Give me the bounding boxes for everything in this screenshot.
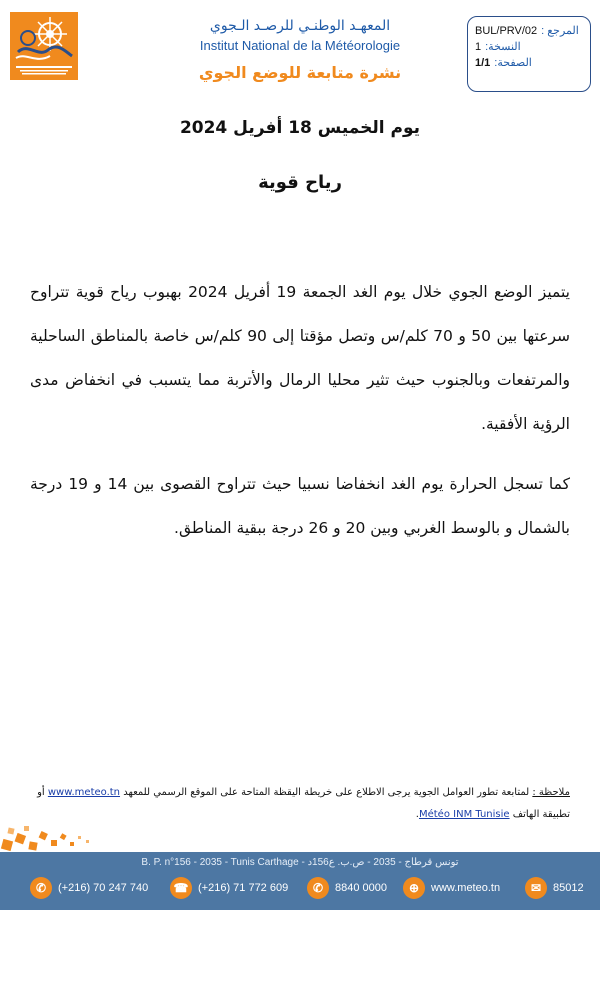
globe-icon: ⊕ (403, 877, 425, 899)
phone2-text: (+216) 71 772 609 (198, 882, 289, 894)
bulletin-subject: رياح قوية (258, 172, 342, 193)
version-line (475, 39, 583, 55)
contact-phone1 (30, 874, 148, 902)
sms-icon: ✉ (525, 877, 547, 899)
contact-hotline (307, 874, 387, 902)
note-label: ملاحظة : (532, 787, 570, 798)
body-paragraph: كما تسجل الحرارة يوم الغد انخفاضا نسبيا حيث تتراوح القصوى بين 14 و 19 درجة بالشمال و بالوسط الغربي وبين 20 و 26 درجة ببقية المناطق. (30, 475, 570, 537)
version-value: 1 (475, 41, 482, 53)
inm-logo (10, 12, 78, 80)
phone-icon: ✆ (30, 877, 52, 899)
footer-website-text[interactable]: www.meteo.tn (431, 882, 501, 894)
page-value: 1/1 (475, 57, 491, 69)
body-paragraph: يتميز الوضع الجوي خلال يوم الغد الجمعة 19 أفريل 2024 بهبوب رياح قوية تتراوح سرعتها بين 50 و 70 كلم/س وتصل مؤقتا إلى 90 كلم/س خاصة بالمناطق الساحلية والمرتفعات وبالجنوب حيث تثير محليا الرمال والأتربة مما يتسبب في انخفاض مدى الرؤية الأفقية. (30, 283, 571, 433)
decorative-dots-icon (0, 826, 100, 854)
reference-line (475, 23, 583, 39)
website-link[interactable]: www.meteo.tn (47, 787, 121, 798)
hotline-icon: ✆ (307, 877, 329, 899)
page-label: الصفحة: (494, 57, 532, 69)
bulletin-date: يوم الخميس 18 أفريل 2024 (179, 118, 421, 138)
phone3-text: 8840 0000 (335, 882, 387, 894)
phone1-text: (+216) 70 247 740 (58, 882, 149, 894)
logo-emblem-icon (10, 12, 78, 80)
reference-box (467, 16, 591, 92)
reference-label: المرجع : (541, 25, 579, 37)
note-or-text: أو تطبيقة الهاتف (37, 787, 570, 820)
footer-contact-bar (0, 852, 600, 910)
contact-website (403, 874, 500, 902)
contact-fax (170, 874, 288, 902)
sms-text: 85012 (553, 882, 584, 894)
note-text: لمتابعة تطور العوامل الجوية يرجى الاطلاع على خريطة اليقظة المتاحة على الموقع الرسمي للمعهد (123, 787, 530, 798)
footer-address: B. P. n°156 - 2035 - Tunis Carthage - تونس قرطاج - 2035 - ص.ب. ع156د (141, 857, 459, 868)
institute-name-arabic: المعهـد الوطنـي للرصـد الـجوي (209, 18, 391, 34)
reference-value: BUL/PRV/02 (475, 25, 538, 37)
contact-sms (525, 874, 584, 902)
institute-name-french: Institut National de la Météorologie (199, 38, 401, 53)
version-label: النسخة: (485, 41, 521, 53)
footnote (30, 782, 570, 826)
app-link[interactable]: Météo INM Tunisie (418, 809, 510, 820)
page-line (475, 55, 583, 71)
fax-icon: ☎ (170, 877, 192, 899)
bulletin-title: نشرة متابعة للوضع الجوي (198, 63, 402, 82)
note-end: . (415, 809, 419, 820)
